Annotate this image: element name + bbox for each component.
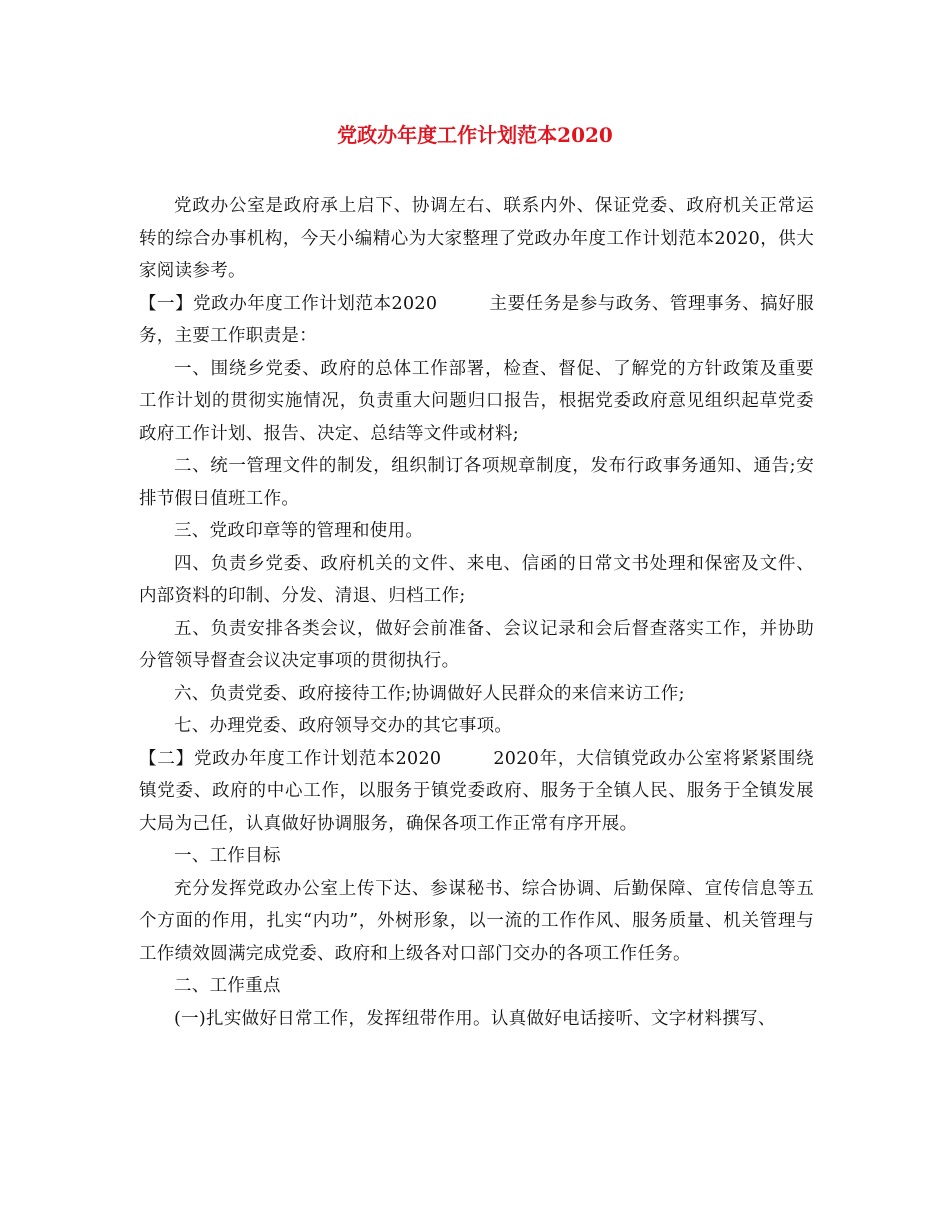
paragraph-text: 2020年，大信镇党政办公室将紧紧围绕镇党委、政府的中心工作，以服务于镇党委政府、服务于全镇人民、服务于全镇发展大局为己任，认真做好协调服务，确保各项工作正常有序开展。 bbox=[139, 748, 814, 834]
paragraph-text: 六、负责党委、政府接待工作;协调做好人民群众的来信来访工作; bbox=[174, 683, 685, 704]
paragraph-text: 五、负责安排各类会议，做好会前准备、会议记录和会后督查落实工作，并协助分管领导督查会议决定事项的贯彻执行。 bbox=[139, 618, 814, 671]
section-heading: 【二】党政办年度工作计划范本2020 bbox=[139, 748, 442, 769]
paragraph-item bbox=[139, 873, 814, 971]
paragraph-subheading bbox=[139, 840, 814, 873]
paragraph-item bbox=[139, 1003, 814, 1036]
paragraph-section-one bbox=[139, 288, 814, 353]
paragraph-text: 三、党政印章等的管理和使用。 bbox=[174, 521, 424, 541]
paragraph-item bbox=[139, 353, 814, 451]
paragraph-subheading bbox=[139, 970, 814, 1003]
section-heading: 【一】党政办年度工作计划范本2020 bbox=[139, 293, 438, 314]
paragraph-intro bbox=[139, 190, 814, 288]
document-title: 党政办年度工作计划范本2020 bbox=[337, 123, 613, 147]
paragraph-text: 充分发挥党政办公室上传下达、参谋秘书、综合协调、后勤保障、宣传信息等五个方面的作用，扎实“内功”，外树形象，以一流的工作作风、服务质量、机关管理与工作绩效圆满完成党委、政府和上级各对口部门交办的各项工作任务。 bbox=[139, 878, 814, 964]
document-body bbox=[139, 190, 814, 1035]
paragraph-item bbox=[139, 548, 814, 613]
paragraph-item bbox=[139, 710, 814, 743]
paragraph-text: 七、办理党委、政府领导交办的其它事项。 bbox=[174, 716, 513, 736]
paragraph-section-two bbox=[139, 743, 814, 841]
paragraph-item bbox=[139, 515, 814, 548]
paragraph-text: 一、工作目标 bbox=[174, 846, 281, 866]
paragraph-text: 主要任务是参与政务、管理事务、搞好服务，主要工作职责是： bbox=[139, 293, 815, 346]
paragraph-text: (一)扎实做好日常工作，发挥纽带作用。认真做好电话接听、文字材料撰写、 bbox=[174, 1008, 776, 1029]
paragraph-text: 党政办公室是政府承上启下、协调左右、联系内外、保证党委、政府机关正常运转的综合办事机构，今天小编精心为大家整理了党政办年度工作计划范本2020，供大家阅读参考。 bbox=[139, 196, 814, 281]
paragraph-text: 四、负责乡党委、政府机关的文件、来电、信函的日常文书处理和保密及文件、内部资料的印制、分发、清退、归档工作; bbox=[139, 553, 814, 606]
paragraph-item bbox=[139, 450, 814, 515]
paragraph-item bbox=[139, 678, 814, 711]
paragraph-item bbox=[139, 613, 814, 678]
paragraph-text: 一、围绕乡党委、政府的总体工作部署，检查、督促、了解党的方针政策及重要工作计划的贯彻实施情况，负责重大问题归口报告，根据党委政府意见组织起草党委政府工作计划、报告、决定、总结等文件或材料; bbox=[139, 358, 814, 444]
paragraph-text: 二、工作重点 bbox=[174, 976, 281, 996]
paragraph-text: 二、统一管理文件的制发，组织制订各项规章制度，发布行政事务通知、通告;安排节假日值班工作。 bbox=[139, 456, 814, 509]
